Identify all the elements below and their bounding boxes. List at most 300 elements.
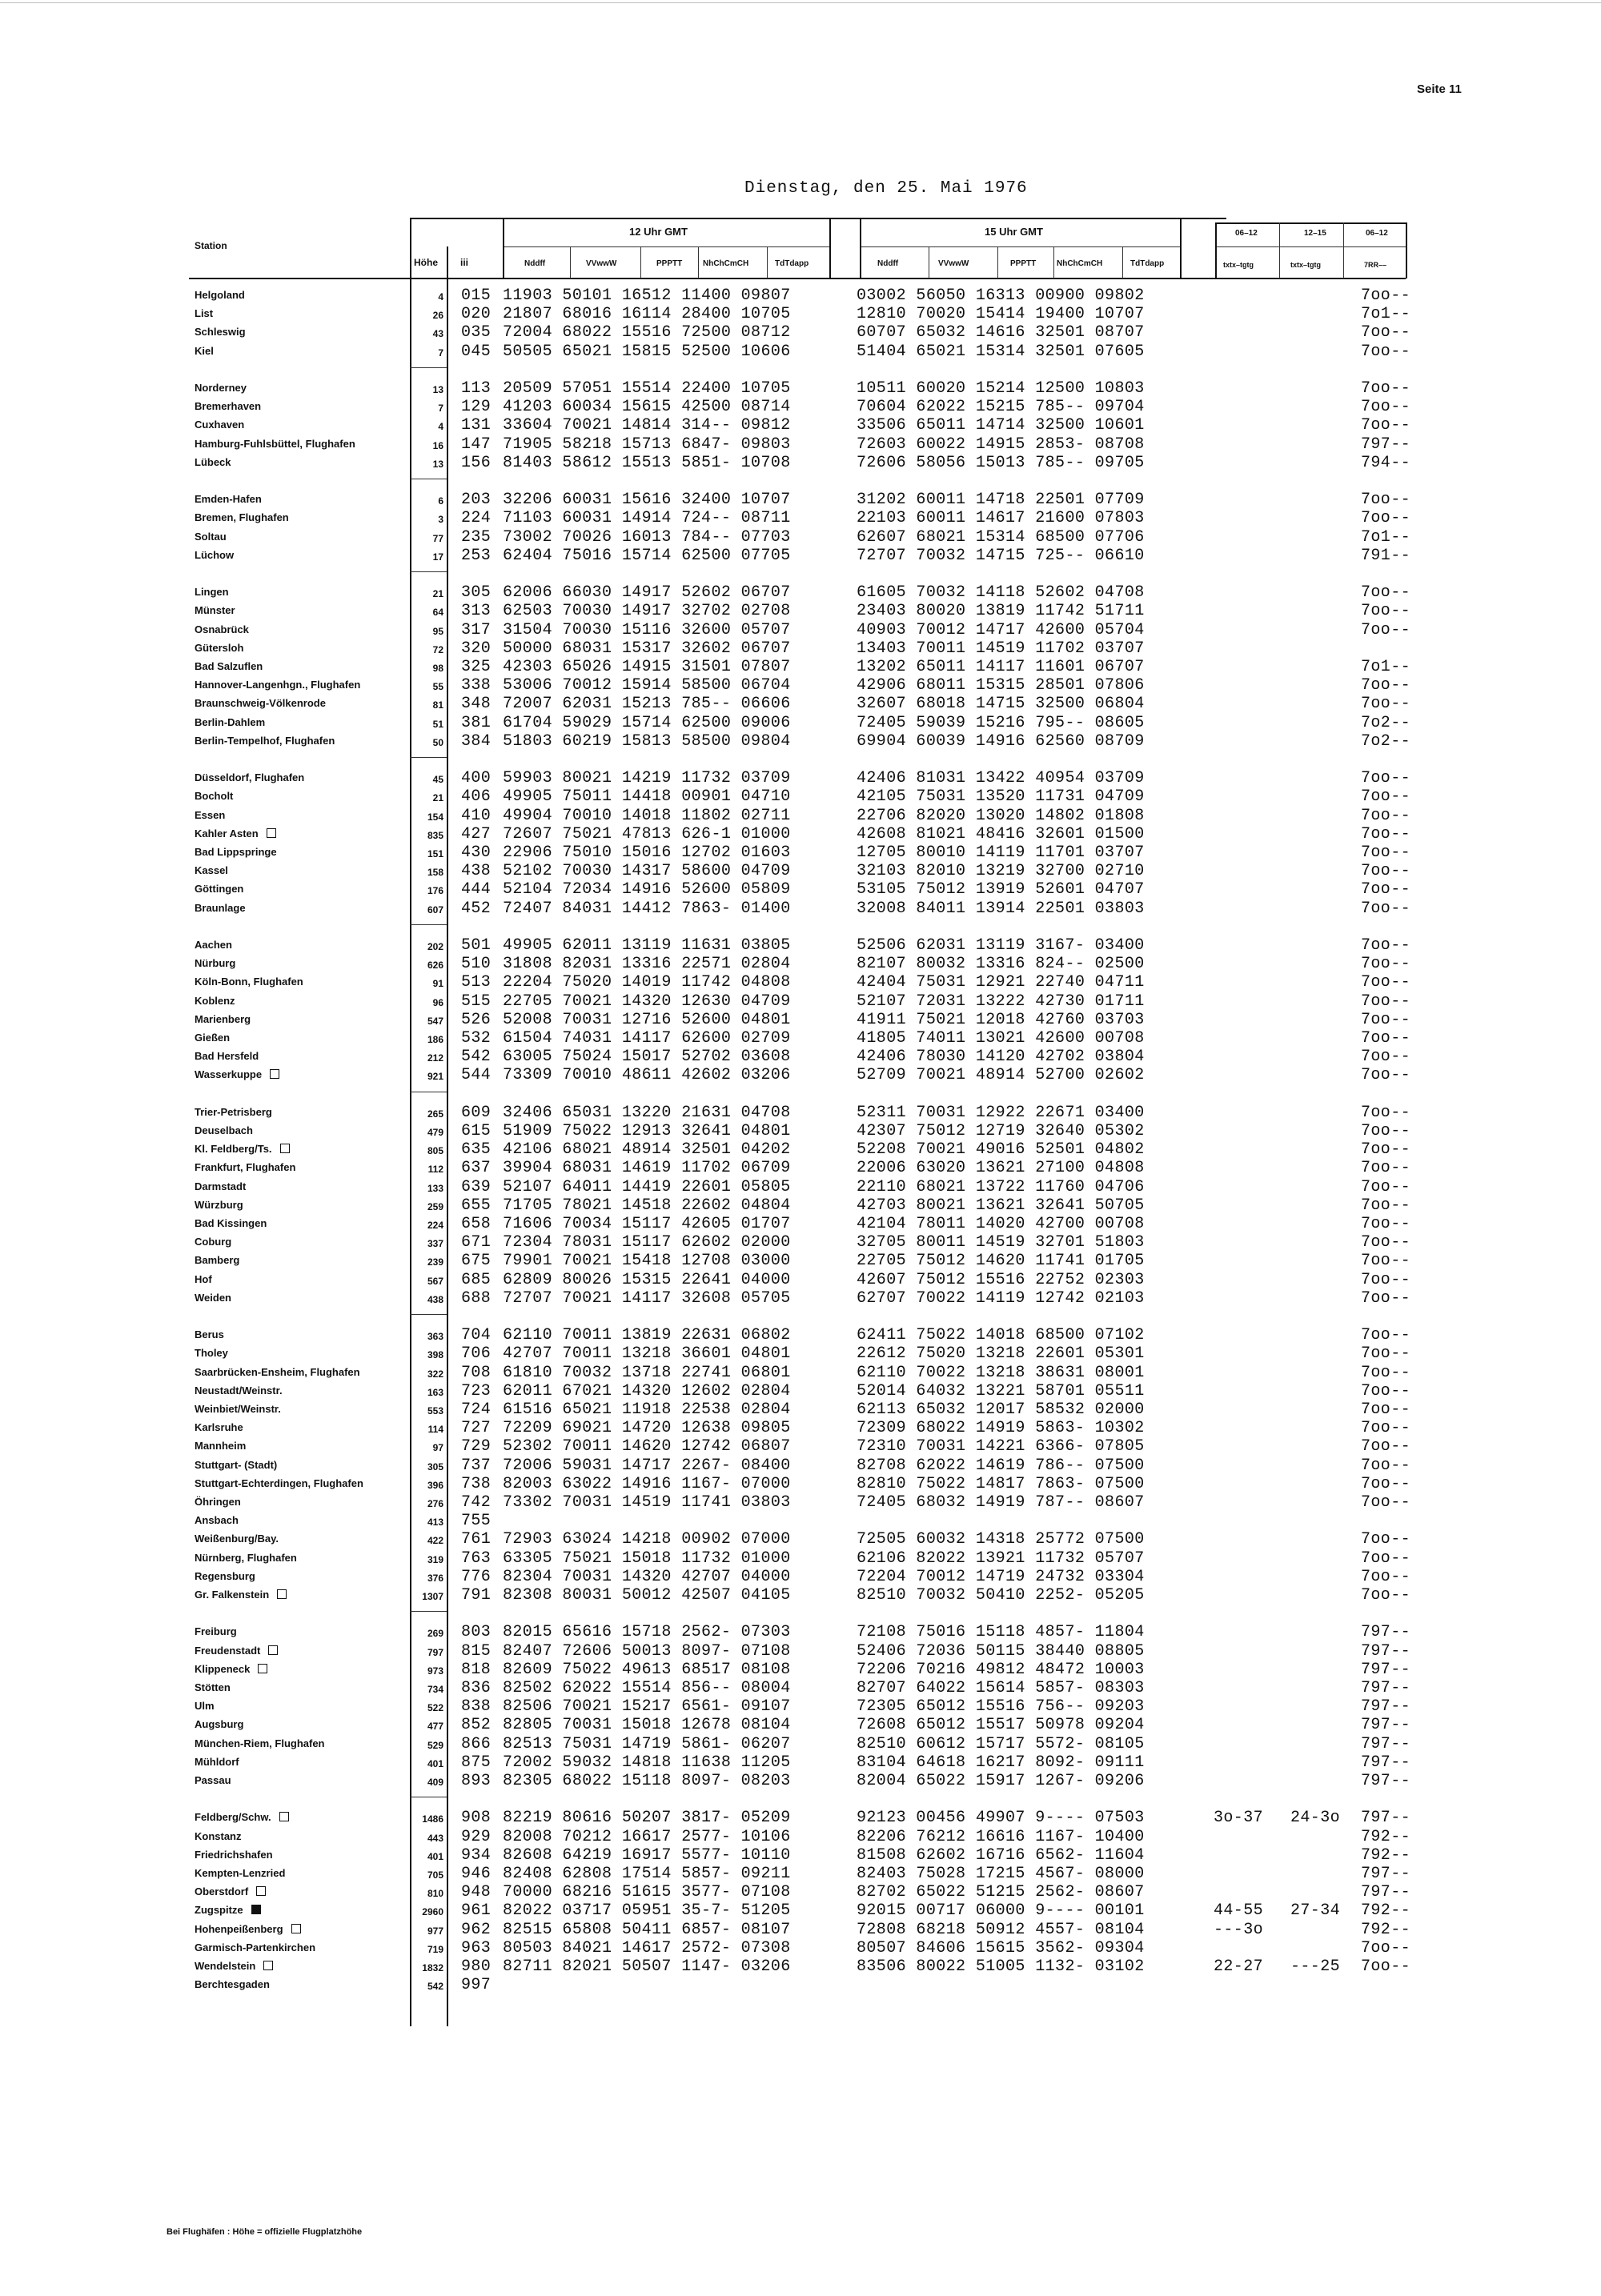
obs-15utc: 72405 68032 14919 787-- 08607 — [857, 1493, 1145, 1512]
obs-12utc: 82304 70031 14320 42707 04000 — [503, 1567, 791, 1586]
station-index: 708 — [461, 1363, 492, 1382]
obs-15utc: 42406 81031 13422 40954 03709 — [857, 769, 1145, 788]
station-index: 755 — [461, 1512, 492, 1531]
obs-15utc: 40903 70012 14717 42600 05704 — [857, 620, 1145, 639]
obs-12utc: 51909 75022 12913 32641 04801 — [503, 1122, 791, 1140]
extra-precip: 7o1-- — [1361, 305, 1411, 324]
station-height: 319 — [427, 1553, 443, 1565]
station-height: 4 — [438, 421, 443, 433]
group-rule — [410, 571, 447, 572]
station-height: 401 — [427, 1757, 443, 1769]
extra-precip: 797-- — [1361, 1772, 1411, 1790]
empty-square-icon — [270, 1069, 279, 1079]
rule — [1215, 222, 1406, 224]
station-index: 348 — [461, 695, 492, 714]
col15-ppptt: PPPTT — [1010, 259, 1037, 268]
station-height: 401 — [427, 1850, 443, 1862]
obs-12utc: 62503 70030 14917 32702 02708 — [503, 602, 791, 621]
extra-precip: 7oo-- — [1361, 1066, 1411, 1085]
footnote: Bei Flughäfen : Höhe = offizielle Flugplatzhöhe — [167, 2227, 363, 2237]
obs-15utc: 72309 68022 14919 5863- 10302 — [857, 1419, 1145, 1438]
station-name: Bamberg — [195, 1254, 240, 1267]
extra-sub3: 7RR–– — [1364, 261, 1387, 269]
station-index: 410 — [461, 806, 492, 825]
extra-precip: 7oo-- — [1361, 1252, 1411, 1271]
station-name: Gr. Falkenstein — [195, 1589, 287, 1601]
station-height: 265 — [427, 1108, 443, 1120]
obs-12utc: 31808 82031 13316 22571 02804 — [503, 955, 791, 974]
rule — [767, 246, 768, 278]
station-index: 980 — [461, 1957, 492, 1976]
station-height: 3 — [438, 514, 443, 526]
obs-15utc: 42404 75031 12921 22740 04711 — [857, 973, 1145, 992]
extra-precip: 7oo-- — [1361, 1159, 1411, 1178]
station-name: Stötten — [195, 1681, 231, 1693]
obs-12utc: 22204 75020 14019 11742 04808 — [503, 973, 791, 992]
station-height: 6 — [438, 495, 443, 507]
obs-15utc: 10511 60020 15214 12500 10803 — [857, 379, 1145, 398]
obs-15utc: 70604 62022 15215 785-- 09704 — [857, 398, 1145, 417]
obs-15utc: 13403 70011 14519 11702 03707 — [857, 639, 1145, 658]
station-height: 50 — [432, 736, 443, 748]
station-height: 133 — [427, 1182, 443, 1194]
station-index: 615 — [461, 1122, 492, 1140]
extra-06-12: 22-27 — [1214, 1957, 1264, 1976]
obs-15utc: 82810 75022 14817 7863- 07500 — [857, 1474, 1145, 1493]
station-index: 203 — [461, 491, 492, 510]
extra-precip: 7oo-- — [1361, 1437, 1411, 1457]
obs-12utc: 52008 70031 12716 52600 04801 — [503, 1010, 791, 1029]
station-name: Berus — [195, 1328, 224, 1341]
station-name: Osnabrück — [195, 623, 249, 635]
extra-precip: 7oo-- — [1361, 787, 1411, 807]
obs-12utc: 42303 65026 14915 31501 07807 — [503, 658, 791, 676]
obs-15utc: 22103 60011 14617 21600 07803 — [857, 509, 1145, 528]
obs-12utc: 49905 62011 13119 11631 03805 — [503, 936, 791, 955]
station-height: 973 — [427, 1665, 443, 1677]
station-height: 114 — [427, 1424, 443, 1436]
station-height: 224 — [427, 1220, 443, 1231]
station-index: 727 — [461, 1419, 492, 1438]
obs-15utc: 82107 80032 13316 824-- 02500 — [857, 955, 1145, 974]
station-index: 675 — [461, 1252, 492, 1271]
empty-square-icon — [268, 1645, 278, 1655]
station-name: Freudenstadt — [195, 1645, 278, 1657]
station-index: 635 — [461, 1140, 492, 1160]
col15-tdtd: TdTdapp — [1130, 259, 1165, 268]
obs-15utc: 42406 78030 14120 42702 03804 — [857, 1048, 1145, 1067]
extra-precip: 7oo-- — [1361, 1196, 1411, 1215]
obs-12utc: 42707 70011 13218 36601 04801 — [503, 1344, 791, 1364]
station-name: Bad Kissingen — [195, 1217, 267, 1229]
obs-12utc: 82502 62022 15514 856-- 08004 — [503, 1679, 791, 1697]
station-index: 706 — [461, 1344, 492, 1364]
station-name: Weißenburg/Bay. — [195, 1533, 279, 1545]
station-name: Cuxhaven — [195, 419, 245, 431]
col15-nhch: NhChCmCH — [1057, 259, 1103, 268]
station-height: 529 — [427, 1739, 443, 1751]
station-name: Koblenz — [195, 994, 235, 1007]
extra-precip: 7oo-- — [1361, 695, 1411, 714]
extra-precip: 7o1-- — [1361, 527, 1411, 547]
extra-precip: 7oo-- — [1361, 1140, 1411, 1160]
obs-12utc: 73002 70026 16013 784-- 07703 — [503, 527, 791, 547]
station-name: Hamburg-Fuhlsbüttel, Flughafen — [195, 437, 355, 450]
station-index: 997 — [461, 1976, 492, 1995]
station-index: 400 — [461, 769, 492, 788]
station-height: 305 — [427, 1461, 443, 1473]
obs-12utc: 82003 63022 14916 1167- 07000 — [503, 1474, 791, 1493]
station-index: 908 — [461, 1809, 492, 1828]
station-name: Frankfurt, Flughafen — [195, 1161, 296, 1174]
station-index: 317 — [461, 620, 492, 639]
obs-12utc: 72006 59031 14717 2267- 08400 — [503, 1456, 791, 1475]
gmt15-header: 15 Uhr GMT — [985, 226, 1043, 238]
obs-15utc: 42906 68011 15315 28501 07806 — [857, 676, 1145, 695]
station-index: 688 — [461, 1288, 492, 1308]
obs-12utc: 61810 70032 13718 22741 06801 — [503, 1363, 791, 1382]
station-name: Garmisch-Partenkirchen — [195, 1941, 316, 1953]
station-index: 444 — [461, 880, 492, 900]
obs-15utc: 82510 70032 50410 2252- 05205 — [857, 1586, 1145, 1605]
station-index: 737 — [461, 1456, 492, 1475]
obs-15utc: 60707 65032 14616 32501 08707 — [857, 323, 1145, 343]
extra-12-15: ---25 — [1290, 1957, 1341, 1976]
extra-precip: 7oo-- — [1361, 379, 1411, 398]
station-height: 176 — [427, 885, 443, 897]
rule — [570, 246, 571, 278]
station-name: Augsburg — [195, 1718, 244, 1731]
station-name: Braunlage — [195, 901, 246, 914]
station-index: 015 — [461, 286, 492, 305]
obs-12utc: 72903 63024 14218 00902 07000 — [503, 1530, 791, 1549]
obs-15utc: 72808 68218 50912 4557- 08104 — [857, 1920, 1145, 1939]
extra-precip: 794-- — [1361, 453, 1411, 472]
station-height: 112 — [427, 1164, 443, 1176]
station-header: Station — [195, 240, 227, 251]
obs-15utc: 32103 82010 13219 32700 02710 — [857, 862, 1145, 881]
station-name: Köln-Bonn, Flughafen — [195, 976, 303, 988]
station-index: 815 — [461, 1641, 492, 1661]
rule — [1215, 222, 1217, 278]
station-height: 72 — [432, 643, 443, 655]
rule — [189, 278, 1406, 279]
station-height: 977 — [427, 1925, 443, 1937]
station-height: 151 — [427, 848, 443, 859]
obs-15utc: 62707 70022 14119 12742 02103 — [857, 1288, 1145, 1308]
obs-12utc: 52102 70030 14317 58600 04709 — [503, 862, 791, 881]
station-index: 381 — [461, 713, 492, 732]
station-height: 479 — [427, 1127, 443, 1138]
obs-15utc: 72707 70032 14715 725-- 06610 — [857, 546, 1145, 565]
obs-12utc: 21807 68016 16114 28400 10705 — [503, 305, 791, 324]
obs-15utc: 51404 65021 15314 32501 07605 — [857, 342, 1145, 361]
obs-15utc: 72206 70216 49812 48472 10003 — [857, 1660, 1145, 1679]
obs-15utc: 72305 65012 15516 756-- 09203 — [857, 1697, 1145, 1717]
station-name: Karlsruhe — [195, 1421, 243, 1434]
extra-06-12b-header: 06–12 — [1366, 229, 1388, 238]
station-height: 2960 — [422, 1906, 443, 1918]
obs-12utc: 52104 72034 14916 52600 05809 — [503, 880, 791, 900]
rule — [503, 218, 504, 278]
station-index: 253 — [461, 546, 492, 565]
station-name: Aachen — [195, 939, 232, 951]
station-name: Freiburg — [195, 1625, 237, 1638]
col12-tdtd: TdTdapp — [775, 259, 809, 268]
station-height: 212 — [427, 1052, 443, 1064]
extra-precip: 797-- — [1361, 1641, 1411, 1661]
obs-15utc: 53105 75012 13919 52601 04707 — [857, 880, 1145, 900]
station-name: Coburg — [195, 1236, 232, 1248]
obs-15utc: 82510 60612 15717 5572- 08105 — [857, 1734, 1145, 1753]
station-height: 158 — [427, 867, 443, 879]
station-name: Marienberg — [195, 1012, 251, 1025]
station-height: 163 — [427, 1386, 443, 1398]
station-index: 609 — [461, 1103, 492, 1122]
extra-precip: 7oo-- — [1361, 843, 1411, 862]
station-name: Lübeck — [195, 455, 231, 468]
empty-square-icon — [256, 1886, 266, 1896]
obs-15utc: 62110 70022 13218 38631 08001 — [857, 1363, 1145, 1382]
extra-precip: 7oo-- — [1361, 602, 1411, 621]
obs-12utc: 70000 68216 51615 3577- 07108 — [503, 1883, 791, 1902]
station-index: 129 — [461, 398, 492, 417]
station-height: 26 — [432, 310, 443, 322]
extra-precip: 792-- — [1361, 1827, 1411, 1846]
station-height: 835 — [427, 829, 443, 841]
obs-12utc: 72304 78031 15117 62602 02000 — [503, 1233, 791, 1252]
station-index: 963 — [461, 1938, 492, 1957]
extra-precip: 7oo-- — [1361, 1215, 1411, 1233]
extra-precip: 7oo-- — [1361, 880, 1411, 900]
extra-precip: 7oo-- — [1361, 1177, 1411, 1196]
rule — [447, 246, 448, 2026]
station-index: 948 — [461, 1883, 492, 1902]
obs-12utc: 50505 65021 15815 52500 10606 — [503, 342, 791, 361]
obs-12utc: 49905 75011 14418 00901 04710 — [503, 787, 791, 807]
extra-precip: 7oo-- — [1361, 973, 1411, 992]
obs-12utc: 62006 66030 14917 52602 06707 — [503, 583, 791, 603]
obs-15utc: 82708 62022 14619 786-- 07500 — [857, 1456, 1145, 1475]
obs-15utc: 72603 60022 14915 2853- 08708 — [857, 435, 1145, 454]
station-index: 685 — [461, 1270, 492, 1289]
obs-12utc: 62809 80026 15315 22641 04000 — [503, 1270, 791, 1289]
obs-15utc: 52311 70031 12922 22671 03400 — [857, 1103, 1145, 1122]
station-name: Schleswig — [195, 326, 246, 339]
station-name: Trier-Petrisberg — [195, 1105, 272, 1118]
station-index: 639 — [461, 1177, 492, 1196]
rule — [1343, 222, 1344, 278]
station-height: 337 — [427, 1238, 443, 1250]
extra-precip: 797-- — [1361, 1679, 1411, 1697]
date-heading: Dienstag, den 25. Mai 1976 — [744, 179, 1028, 198]
group-rule — [410, 367, 447, 368]
station-name: Kiel — [195, 344, 214, 357]
extra-precip: 7oo-- — [1361, 1048, 1411, 1067]
station-name: Ulm — [195, 1700, 215, 1713]
station-index: 655 — [461, 1196, 492, 1215]
obs-12utc: 52107 64011 14419 22601 05805 — [503, 1177, 791, 1196]
extra-precip: 797-- — [1361, 1809, 1411, 1828]
extra-precip: 7oo-- — [1361, 416, 1411, 435]
station-index: 510 — [461, 955, 492, 974]
obs-12utc: 52302 70011 14620 12742 06807 — [503, 1437, 791, 1457]
station-name: Ansbach — [195, 1514, 239, 1527]
extra-precip: 7oo-- — [1361, 1010, 1411, 1029]
obs-12utc: 72607 75021 47813 626-1 01000 — [503, 824, 791, 843]
station-name: Kl. Feldberg/Ts. — [195, 1143, 290, 1155]
station-height: 98 — [432, 663, 443, 674]
station-name: Göttingen — [195, 883, 244, 896]
station-index: 946 — [461, 1865, 492, 1883]
obs-12utc: 80503 84021 14617 2572- 07308 — [503, 1938, 791, 1957]
station-index: 818 — [461, 1660, 492, 1679]
obs-12utc: 31504 70030 15116 32600 05707 — [503, 620, 791, 639]
station-name: Friedrichshafen — [195, 1848, 273, 1861]
station-height: 21 — [432, 792, 443, 804]
col15-vvwww: VVwwW — [938, 259, 969, 268]
station-height: 363 — [427, 1331, 443, 1343]
station-name: Bad Lippspringe — [195, 846, 277, 858]
station-name: Lüchow — [195, 548, 235, 561]
station-height: 443 — [427, 1832, 443, 1844]
filled-square-icon — [251, 1905, 261, 1914]
obs-15utc: 03002 56050 16313 00900 09802 — [857, 286, 1145, 305]
station-index: 742 — [461, 1493, 492, 1512]
obs-12utc: 82015 65616 15718 2562- 07303 — [503, 1623, 791, 1642]
station-height: 797 — [427, 1646, 443, 1658]
station-index: 961 — [461, 1901, 492, 1921]
empty-square-icon — [277, 1589, 287, 1599]
station-height: 17 — [432, 551, 443, 563]
station-name: Weiden — [195, 1291, 231, 1304]
station-index: 020 — [461, 305, 492, 324]
obs-15utc: 82403 75028 17215 4567- 08000 — [857, 1865, 1145, 1883]
obs-12utc: 61516 65021 11918 22538 02804 — [503, 1400, 791, 1419]
extra-precip: 7oo-- — [1361, 1122, 1411, 1140]
obs-12utc: 79901 70021 15418 12708 03000 — [503, 1252, 791, 1271]
station-index: 671 — [461, 1233, 492, 1252]
station-name: Regensburg — [195, 1569, 255, 1582]
obs-15utc: 23403 80020 13819 11742 51711 — [857, 602, 1145, 621]
obs-12utc: 72407 84031 14412 7863- 01400 — [503, 899, 791, 918]
station-index: 384 — [461, 731, 492, 751]
obs-15utc: 22006 63020 13621 27100 04808 — [857, 1159, 1145, 1178]
page-number: Seite 11 — [1417, 82, 1462, 96]
station-height: 409 — [427, 1777, 443, 1788]
obs-15utc: 72405 59039 15216 795-- 08605 — [857, 713, 1145, 732]
station-index: 929 — [461, 1827, 492, 1846]
station-height: 542 — [427, 1981, 443, 1993]
col12-nddff: Nddff — [524, 259, 546, 268]
extra-precip: 7oo-- — [1361, 1288, 1411, 1308]
obs-12utc: 82008 70212 16617 2577- 10106 — [503, 1827, 791, 1846]
station-height: 705 — [427, 1869, 443, 1881]
obs-12utc: 72707 70021 14117 32608 05705 — [503, 1288, 791, 1308]
station-index: 542 — [461, 1048, 492, 1067]
obs-12utc: 62404 75016 15714 62500 07705 — [503, 546, 791, 565]
station-name: Saarbrücken-Ensheim, Flughafen — [195, 1365, 360, 1378]
iii-header: iii — [460, 257, 469, 268]
obs-15utc: 72310 70031 14221 6366- 07805 — [857, 1437, 1145, 1457]
obs-12utc: 82408 62808 17514 5857- 09211 — [503, 1865, 791, 1883]
station-height: 547 — [427, 1015, 443, 1027]
station-height: 7 — [438, 347, 443, 359]
extra-precip: 7oo-- — [1361, 1957, 1411, 1976]
station-height: 1486 — [422, 1813, 443, 1825]
obs-12utc: 62110 70011 13819 22631 06802 — [503, 1326, 791, 1345]
obs-15utc: 13202 65011 14117 11601 06707 — [857, 658, 1145, 676]
obs-12utc: 82022 03717 05951 35-7- 51205 — [503, 1901, 791, 1921]
obs-12utc: 20509 57051 15514 22400 10705 — [503, 379, 791, 398]
extra-precip: 7oo-- — [1361, 1419, 1411, 1438]
hoehe-header: Höhe — [414, 257, 438, 268]
obs-15utc: 42307 75012 12719 32640 05302 — [857, 1122, 1145, 1140]
extra-precip: 7oo-- — [1361, 955, 1411, 974]
station-index: 791 — [461, 1586, 492, 1605]
obs-15utc: 61605 70032 14118 52602 04708 — [857, 583, 1145, 603]
group-rule — [410, 1314, 447, 1315]
rule — [698, 246, 699, 278]
station-name: Würzburg — [195, 1198, 243, 1211]
extra-precip: 797-- — [1361, 1623, 1411, 1642]
obs-12utc: 73302 70031 14519 11741 03803 — [503, 1493, 791, 1512]
station-height: 259 — [427, 1200, 443, 1212]
rule — [1215, 246, 1406, 247]
extra-precip: 7oo-- — [1361, 1029, 1411, 1048]
station-name: Öhringen — [195, 1496, 241, 1508]
extra-precip: 7oo-- — [1361, 509, 1411, 528]
obs-12utc: 33604 70021 14814 314-- 09812 — [503, 416, 791, 435]
station-name: Kassel — [195, 864, 228, 877]
obs-15utc: 41805 74011 13021 42600 00708 — [857, 1029, 1145, 1048]
station-name: Berchtesgaden — [195, 1978, 270, 1991]
col12-ppptt: PPPTT — [656, 259, 683, 268]
station-height: 13 — [432, 458, 443, 470]
empty-square-icon — [291, 1924, 301, 1933]
station-index: 723 — [461, 1381, 492, 1400]
obs-12utc: 71705 78021 14518 22602 04804 — [503, 1196, 791, 1215]
station-height: 13 — [432, 384, 443, 395]
obs-15utc: 52506 62031 13119 3167- 03400 — [857, 936, 1145, 955]
obs-12utc: 82308 80031 50012 42507 04105 — [503, 1586, 791, 1605]
rule — [640, 246, 641, 278]
station-height: 51 — [432, 718, 443, 730]
extra-sub2: txtx–tgtg — [1290, 261, 1321, 269]
station-name: Klippeneck — [195, 1663, 267, 1675]
station-name: Nürburg — [195, 957, 236, 970]
station-name: Oberstdorf — [195, 1885, 266, 1897]
station-name: Kempten-Lenzried — [195, 1867, 286, 1879]
obs-12utc: 39904 68031 14619 11702 06709 — [503, 1159, 791, 1178]
obs-12utc: 53006 70012 15914 58500 06704 — [503, 676, 791, 695]
rule — [997, 246, 998, 278]
station-height: 269 — [427, 1628, 443, 1640]
station-name: Mannheim — [195, 1440, 247, 1453]
group-rule — [410, 1611, 447, 1612]
obs-12utc: 82805 70031 15018 12678 08104 — [503, 1716, 791, 1735]
extra-precip: 7oo-- — [1361, 676, 1411, 695]
obs-15utc: 42104 78011 14020 42700 00708 — [857, 1215, 1145, 1233]
station-name: Nürnberg, Flughafen — [195, 1551, 297, 1564]
obs-12utc: 61704 59029 15714 62500 09006 — [503, 713, 791, 732]
obs-15utc: 83104 64618 16217 8092- 09111 — [857, 1753, 1145, 1772]
obs-12utc: 32406 65031 13220 21631 04708 — [503, 1103, 791, 1122]
station-index: 893 — [461, 1772, 492, 1790]
station-index: 224 — [461, 509, 492, 528]
col12-nhch: NhChCmCH — [703, 259, 749, 268]
extra-precip: 7oo-- — [1361, 1493, 1411, 1512]
